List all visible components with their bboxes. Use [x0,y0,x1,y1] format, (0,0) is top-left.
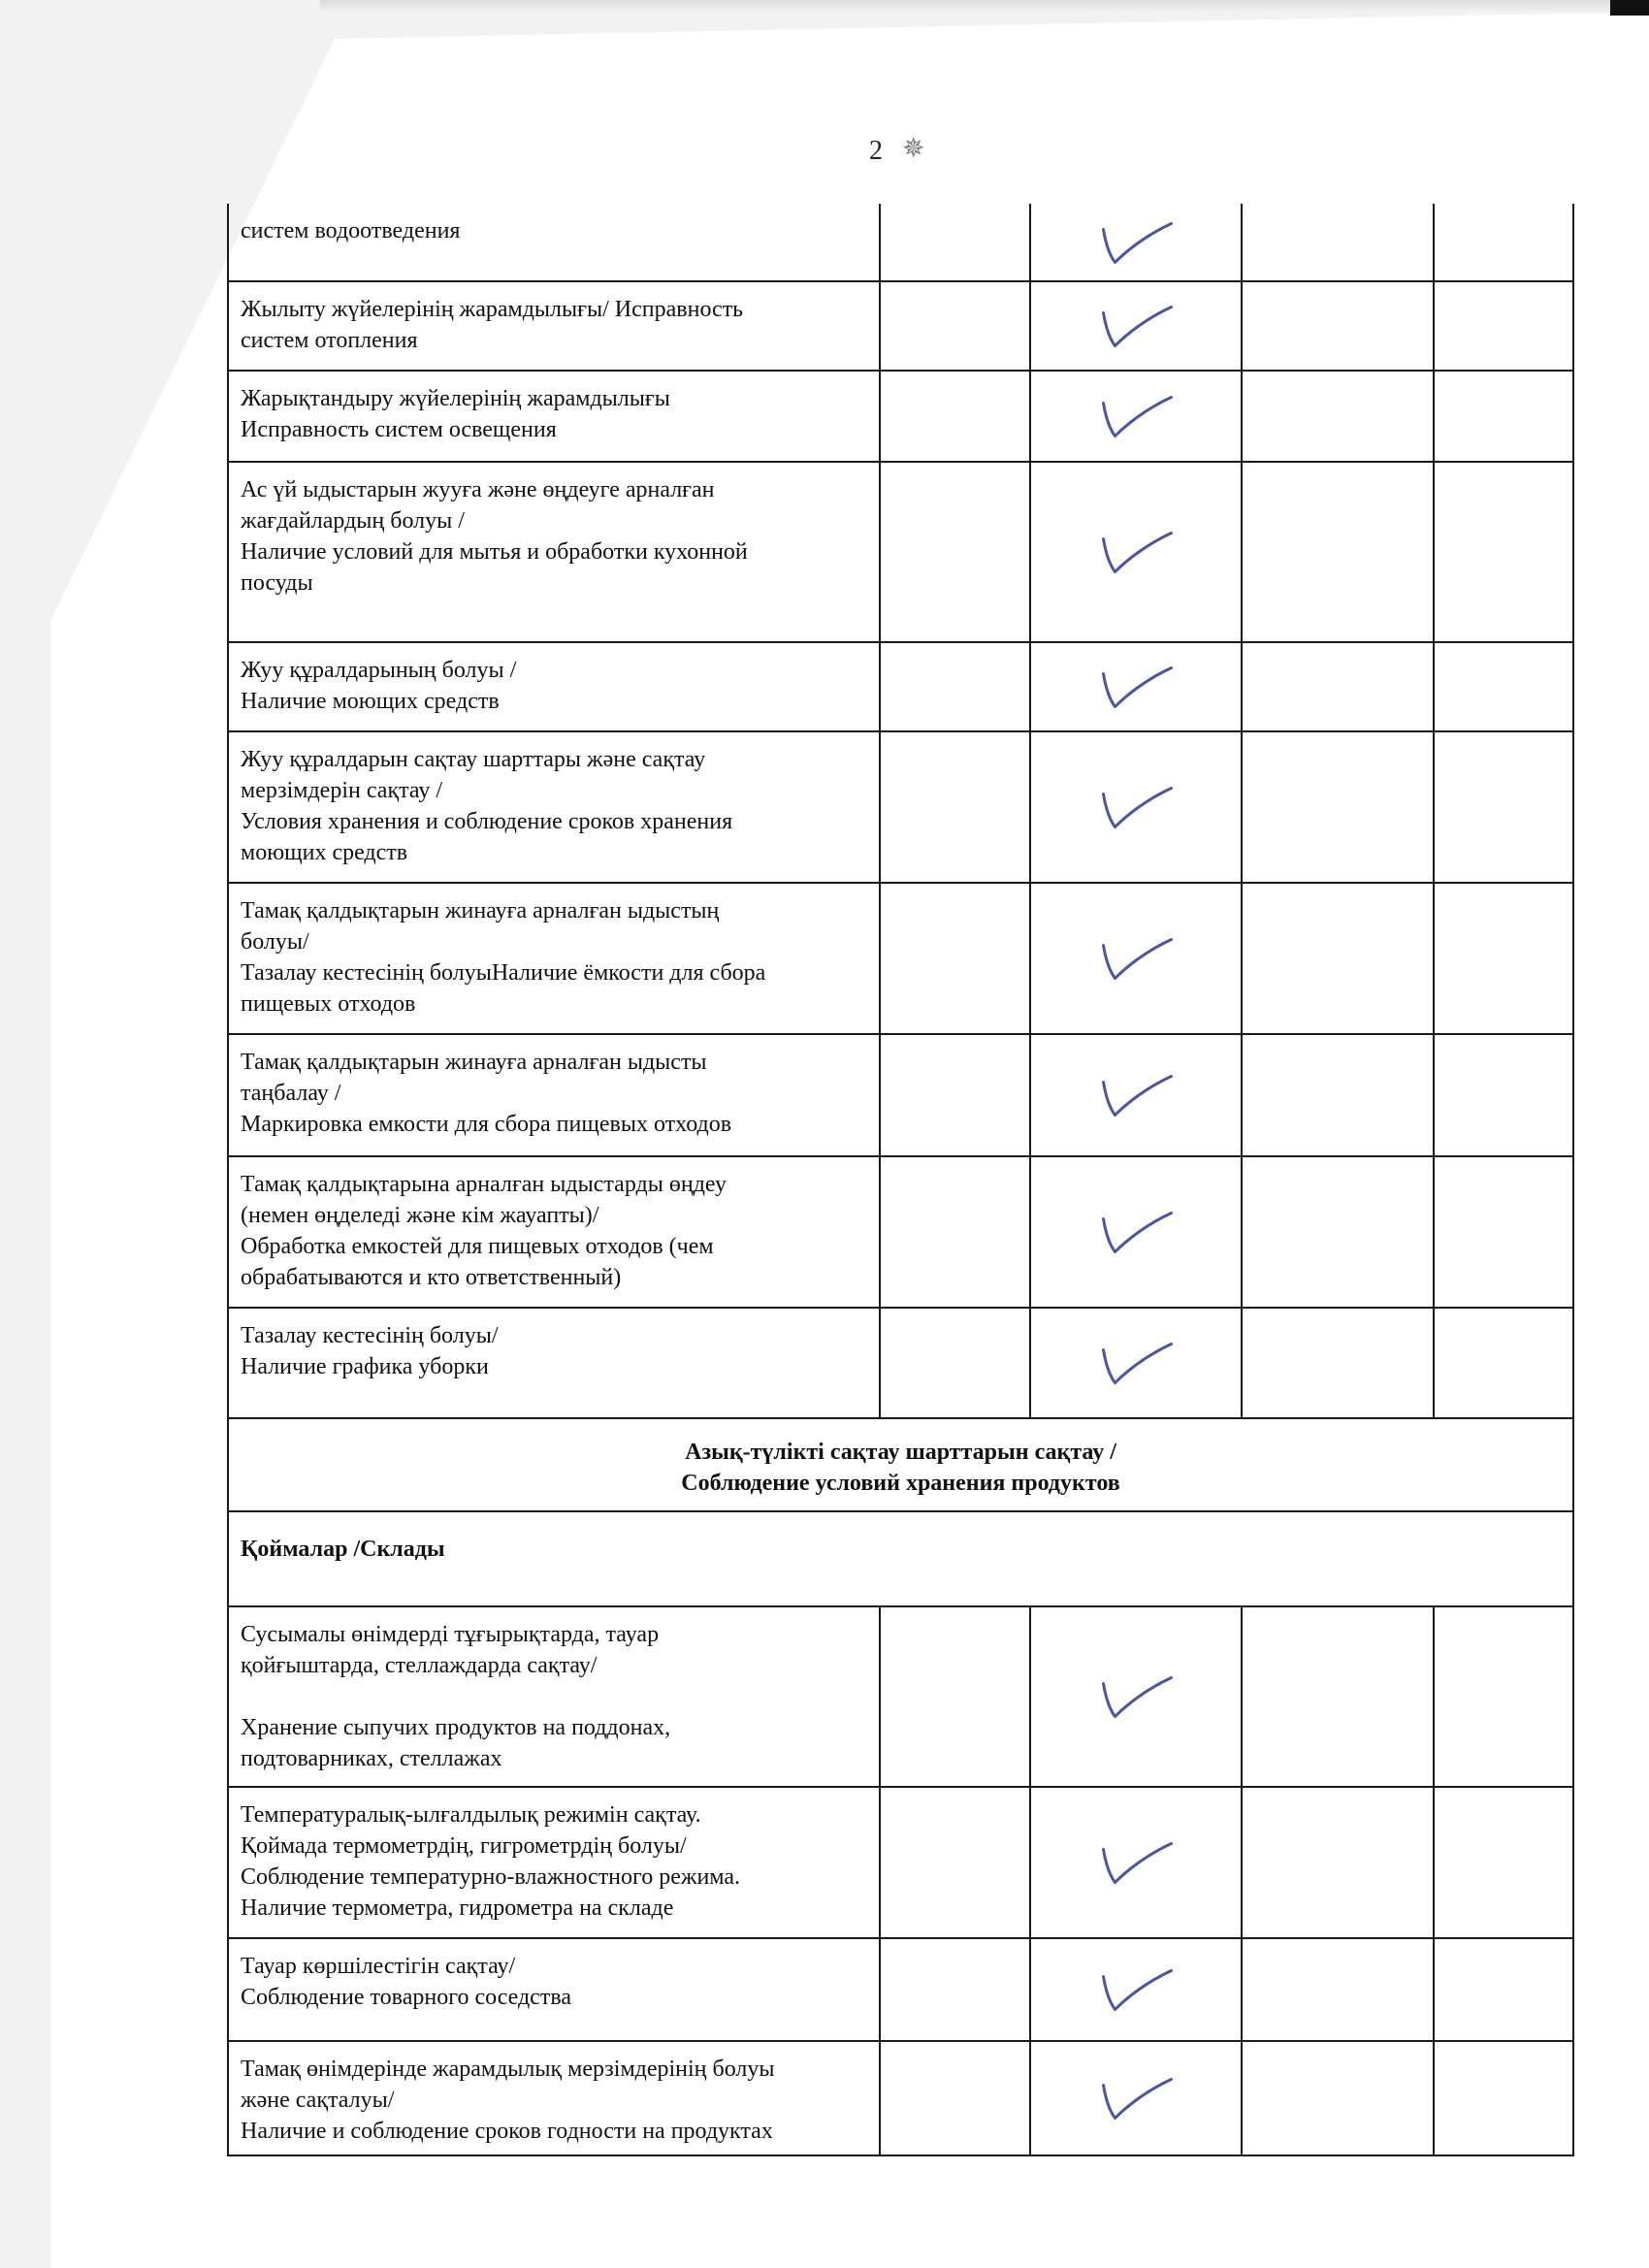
blank-cell [1434,1308,1573,1418]
table-row [228,371,1573,462]
scan-corner [1610,0,1649,16]
blank-cell [1434,731,1573,883]
description-line: пищевых отходов [241,991,416,1017]
blank-cell [1242,731,1434,883]
check-cell [1030,462,1242,642]
check-cell [1030,1787,1242,1938]
description-line: Исправность систем освещения [241,417,557,442]
handwritten-check-icon [1090,215,1182,269]
blank-cell [1242,371,1434,462]
handwritten-check-icon [1090,1963,1182,2017]
blank-cell [1434,1606,1573,1787]
handwritten-check-icon [1090,390,1182,443]
description-line [241,1681,867,1712]
description-line: Обработка емкостей для пищевых отходов (чем [241,1234,714,1259]
description-line: Соблюдение температурно-влажностного режима. [241,1864,741,1890]
row-description [228,462,880,642]
check-cell [1030,281,1242,371]
section-header [228,1418,1573,1606]
description-line: Наличие и соблюдение сроков годности на продуктах [241,2119,773,2144]
row-description [228,731,880,883]
blank-cell [880,281,1030,371]
row-description [228,1034,880,1156]
blank-cell [1242,1787,1434,1938]
check-cell [1030,883,1242,1034]
blank-cell [1242,1938,1434,2041]
handwritten-check-icon [1090,1069,1182,1122]
blank-cell [1242,204,1434,281]
blank-cell [880,2041,1030,2155]
blank-cell [1242,2041,1434,2155]
row-description [228,1787,880,1938]
section-title-ru: Соблюдение условий хранения продуктов [681,1471,1120,1496]
description-line: Наличие условий для мытья и обработки кухонной [241,539,748,565]
row-description [228,2041,880,2155]
description-line: Условия хранения и соблюдение сроков хранения [241,809,733,834]
blank-cell [880,1034,1030,1156]
row-description [228,204,880,281]
table-row [228,883,1573,1034]
description-line: Наличие графика уборки [241,1354,489,1379]
handwritten-check-icon [1090,526,1182,579]
description-line: подтоварниках, стеллажах [241,1746,502,1771]
handwritten-check-icon [1090,781,1182,834]
description-line: Жарықтандыру жүйелерінің жарамдылығы [241,386,670,411]
description-line: Температуралық-ылғалдылық режимін сақтау. [241,1802,701,1828]
row-description [228,1156,880,1308]
table-row [228,1156,1573,1308]
row-description [228,883,880,1034]
blank-cell [1434,642,1573,731]
description-line: Маркировка емкости для сбора пищевых отходов [241,1112,732,1137]
blank-cell [880,1606,1030,1787]
description-line: Наличие термометра, гидрометра на складе [241,1895,674,1921]
description-line: Тауар көршілестігін сақтау/ [241,1954,516,1979]
row-description [228,281,880,371]
blank-cell [1242,1308,1434,1418]
description-line: систем отопления [241,328,418,353]
check-cell [1030,204,1242,281]
section-title [228,1418,1573,1511]
blank-cell [880,1308,1030,1418]
blank-cell [1434,1034,1573,1156]
check-cell [1030,371,1242,462]
description-line: моющих средств [241,840,408,865]
description-line: Жылыту жүйелерінің жарамдылығы/ Исправность [241,297,744,322]
table-row [228,1787,1573,1938]
blank-cell [1242,1156,1434,1308]
blank-cell [1242,1034,1434,1156]
handwritten-check-icon [1090,932,1182,986]
table-row [228,204,1573,281]
checklist-table [227,204,1574,2156]
description-line: Тамақ өнімдерінде жарамдылық мерзімдерінің болуы [241,2057,775,2082]
table-row [228,1308,1573,1418]
blank-cell [880,371,1030,462]
check-cell [1030,1156,1242,1308]
handwritten-check-icon [1090,1206,1182,1259]
section-title-kz: Азық-түлікті сақтау шарттарын сақтау / [685,1440,1116,1465]
description-line: Қоймада термометрдің, гигрометрдің болуы/ [241,1833,687,1859]
row-description [228,1938,880,2041]
description-line: болуы/ [241,929,309,955]
check-cell [1030,2041,1242,2155]
row-description [228,371,880,462]
blank-cell [1434,281,1573,371]
description-line: Сусымалы өнімдерді тұғырықтарда, тауар [241,1622,660,1647]
handwritten-check-icon [1090,1836,1182,1890]
description-line: Тазалау кестесінің болуыНаличие ёмкости для сбора [241,960,766,986]
blank-cell [1434,883,1573,1034]
table-row [228,1606,1573,1787]
blank-cell [880,731,1030,883]
handwritten-check-icon [1090,2072,1182,2125]
blank-cell [1242,462,1434,642]
checklist-part-2 [228,1606,1573,2155]
blank-cell [1242,642,1434,731]
blank-cell [1434,1787,1573,1938]
table-row [228,642,1573,731]
scan-edge [320,0,1649,14]
description-line: Соблюдение товарного соседства [241,1985,571,2010]
blank-cell [1242,281,1434,371]
row-description [228,1606,880,1787]
blank-cell [880,1787,1030,1938]
blank-cell [880,642,1030,731]
handwritten-check-icon [1090,1337,1182,1390]
check-cell [1030,1308,1242,1418]
table-row [228,2041,1573,2155]
table-row [228,462,1573,642]
table-row [228,1034,1573,1156]
handwritten-check-icon [1090,300,1182,353]
description-line: Ас үй ыдыстарын жууға және өңдеуге арналған [241,477,715,502]
description-line: Хранение сыпучих продуктов на поддонах, [241,1715,671,1740]
page-number: 2 [869,136,883,166]
description-line: Тамақ қалдықтарына арналған ыдыстарды өңдеу [241,1172,727,1197]
blank-cell [880,204,1030,281]
checklist-part-1 [228,204,1573,1418]
blank-cell [880,1156,1030,1308]
handwritten-check-icon [1090,661,1182,714]
table-row [228,1938,1573,2041]
blank-cell [880,883,1030,1034]
blank-cell [880,462,1030,642]
table-row [228,731,1573,883]
blank-cell [1434,462,1573,642]
description-line: обрабатываются и кто ответственный) [241,1265,622,1290]
blank-cell [880,1938,1030,2041]
blank-cell [1434,2041,1573,2155]
description-line: систем водоотведения [241,218,461,243]
handwritten-check-icon [1090,1670,1182,1724]
row-description [228,642,880,731]
description-line: Жуу құралдарының болуы / [241,658,517,683]
check-cell [1030,731,1242,883]
blank-cell [1434,1156,1573,1308]
check-cell [1030,642,1242,731]
check-cell [1030,1606,1242,1787]
description-line: Наличие моющих средств [241,689,500,714]
blank-cell [1242,1606,1434,1787]
description-line: жағдайлардың болуы / [241,508,465,534]
stamp-mark-icon: ✵ [902,134,925,164]
description-line: таңбалау / [241,1081,341,1106]
blank-cell [1434,371,1573,462]
description-line: Жуу құралдарын сақтау шарттары және сақтау [241,747,706,772]
blank-cell [1242,883,1434,1034]
description-line: мерзімдерін сақтау / [241,778,442,803]
description-line: Тамақ қалдықтарын жинауға арналған ыдысты [241,1050,707,1075]
description-line: Тамақ қалдықтарын жинауға арналған ыдыстың [241,898,720,923]
check-cell [1030,1034,1242,1156]
blank-cell [1434,1938,1573,2041]
subsection-title: Қоймалар /Склады [228,1511,1573,1606]
row-description [228,1308,880,1418]
description-line: (немен өңделеді және кім жауапты)/ [241,1203,599,1228]
table-row [228,281,1573,371]
description-line: және сақталуы/ [241,2088,395,2113]
description-line: Тазалау кестесінің болуы/ [241,1323,499,1348]
check-cell [1030,1938,1242,2041]
description-line: қойғыштарда, стеллаждарда сақтау/ [241,1653,598,1678]
description-line: посуды [241,570,313,596]
blank-cell [1434,204,1573,281]
